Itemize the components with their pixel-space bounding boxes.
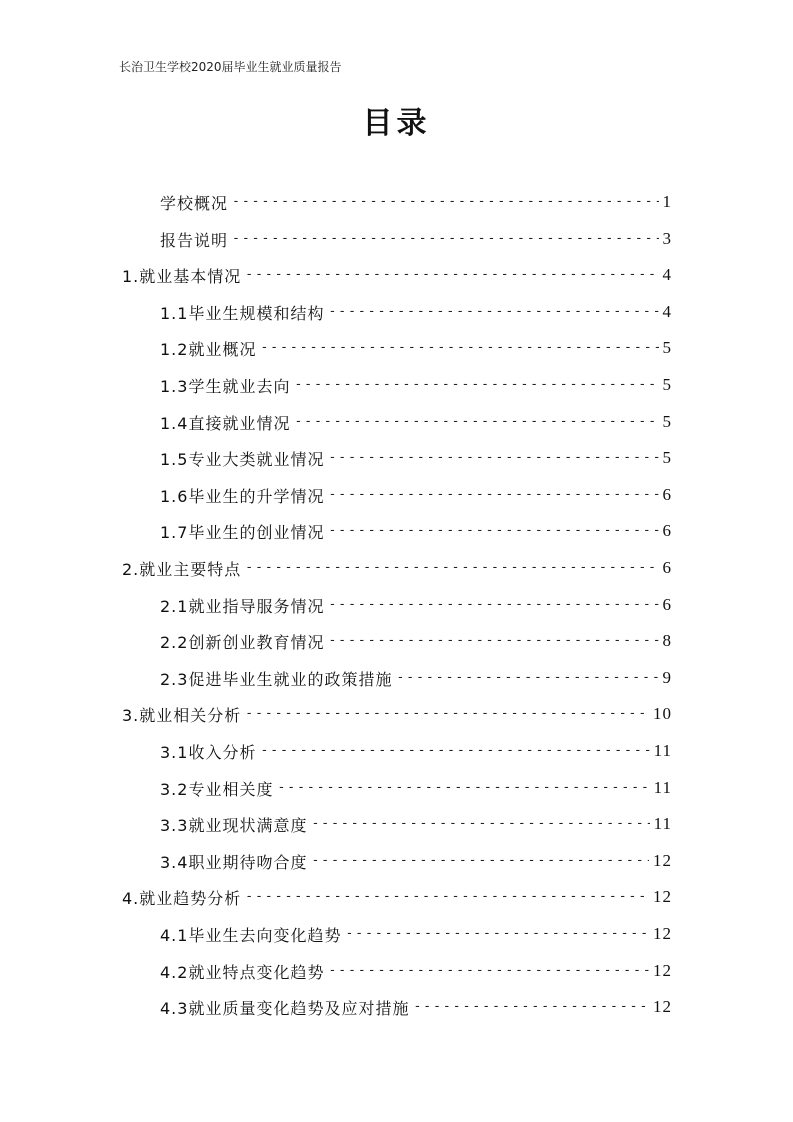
toc-entry-label: 3.4职业期待吻合度 [160,852,308,872]
toc-entry-page-number: 11 [653,814,672,833]
toc-leader-dashes [245,263,658,287]
toc-entry-page-number: 11 [653,741,672,760]
toc-entry[interactable] [160,629,672,653]
toc-leader-dashes [345,922,649,946]
toc-entry-label: 3.2专业相关度 [160,779,274,799]
toc-leader-dashes [413,995,649,1019]
toc-entry-page-number: 12 [653,924,672,943]
toc-leader-dashes [328,446,658,470]
toc-entry-label: 4.2就业特点变化趋势 [160,962,325,982]
toc-entry[interactable] [160,190,672,214]
toc-entry-label: 2.3促进毕业生就业的政策措施 [160,669,393,689]
toc-entry-page-number: 12 [653,887,672,906]
toc-entry-label: 1.2就业概况 [160,339,257,359]
toc-entry[interactable] [160,849,672,873]
toc-entry-page-number: 6 [662,521,672,540]
toc-entry-label: 1.4直接就业情况 [160,413,291,433]
toc-leader-dashes [245,885,649,909]
toc-entry[interactable] [160,739,672,763]
toc-leader-dashes [260,739,649,763]
toc-entry-label: 3.就业相关分析 [122,705,242,725]
toc-entry[interactable] [160,812,672,836]
toc-entry-page-number: 12 [653,851,672,870]
toc-entry-page-number: 8 [662,631,672,650]
toc-entry[interactable] [160,300,672,324]
toc-leader-dashes [328,483,658,507]
toc-entry[interactable] [160,995,672,1019]
toc-leader-dashes [277,776,649,800]
toc-leader-dashes [294,373,658,397]
toc-entry-label: 3.3就业现状满意度 [160,815,308,835]
toc-entry[interactable] [160,959,672,983]
toc-entry-label: 1.1毕业生规模和结构 [160,303,325,323]
toc-entry-page-number: 6 [662,595,672,614]
toc-leader-dashes [260,336,658,360]
toc-entry[interactable] [160,666,672,690]
toc-entry-page-number: 1 [662,192,672,211]
toc-entry-page-number: 9 [662,668,672,687]
toc-leader-dashes [328,300,658,324]
toc-leader-dashes [245,556,658,580]
toc-entry-label: 1.就业基本情况 [122,266,242,286]
toc-leader-dashes [232,190,658,214]
toc-entry-label: 学校概况 [160,193,229,213]
toc-entry-page-number: 4 [662,265,672,284]
toc-entry[interactable] [160,776,672,800]
toc-entry-page-number: 6 [662,558,672,577]
toc-entry-label: 4.1毕业生去向变化趋势 [160,925,342,945]
toc-entry-page-number: 6 [662,485,672,504]
toc-entry-label: 1.7毕业生的创业情况 [160,522,325,542]
toc-entry-label: 报告说明 [160,230,229,250]
toc-entry-label: 2.就业主要特点 [122,559,242,579]
toc-entry-page-number: 11 [653,778,672,797]
toc-entry[interactable] [160,922,672,946]
toc-entry[interactable] [160,483,672,507]
toc-entry[interactable] [122,702,672,726]
toc-leader-dashes [328,593,658,617]
toc-entry-page-number: 5 [662,375,672,394]
toc-entry[interactable] [160,446,672,470]
toc-entry-page-number: 12 [653,997,672,1016]
toc-leader-dashes [311,812,649,836]
toc-leader-dashes [328,519,658,543]
toc-entry-label: 1.5专业大类就业情况 [160,449,325,469]
toc-entry[interactable] [160,519,672,543]
page-header: 长治卫生学校2020届毕业生就业质量报告 [119,60,342,74]
toc-entry[interactable] [122,556,672,580]
toc-entry[interactable] [122,263,672,287]
toc-entry-page-number: 5 [662,412,672,431]
toc-entry-page-number: 5 [662,338,672,357]
toc-leader-dashes [294,410,658,434]
toc-entry-label: 4.3就业质量变化趋势及应对措施 [160,998,410,1018]
toc-leader-dashes [245,702,649,726]
toc-leader-dashes [396,666,658,690]
toc-entry-label: 3.1收入分析 [160,742,257,762]
toc-entry-label: 1.6毕业生的升学情况 [160,486,325,506]
toc-leader-dashes [311,849,649,873]
toc-entry[interactable] [122,885,672,909]
toc-leader-dashes [232,227,658,251]
toc-entry[interactable] [160,227,672,251]
toc-entry[interactable] [160,410,672,434]
toc-entry-label: 2.1就业指导服务情况 [160,596,325,616]
toc-entry[interactable] [160,336,672,360]
toc-entry-label: 2.2创新创业教育情况 [160,632,325,652]
toc-entry[interactable] [160,373,672,397]
toc-leader-dashes [328,959,649,983]
toc-entry-label: 1.3学生就业去向 [160,376,291,396]
page-title: 目录 [362,106,431,141]
toc-entry[interactable] [160,593,672,617]
toc-entry-page-number: 3 [662,229,672,248]
toc-entry-page-number: 10 [653,704,672,723]
toc-entry-page-number: 5 [662,448,672,467]
toc-entry-label: 4.就业趋势分析 [122,888,242,908]
toc-leader-dashes [328,629,658,653]
toc-entry-page-number: 4 [662,302,672,321]
toc-entry-page-number: 12 [653,961,672,980]
